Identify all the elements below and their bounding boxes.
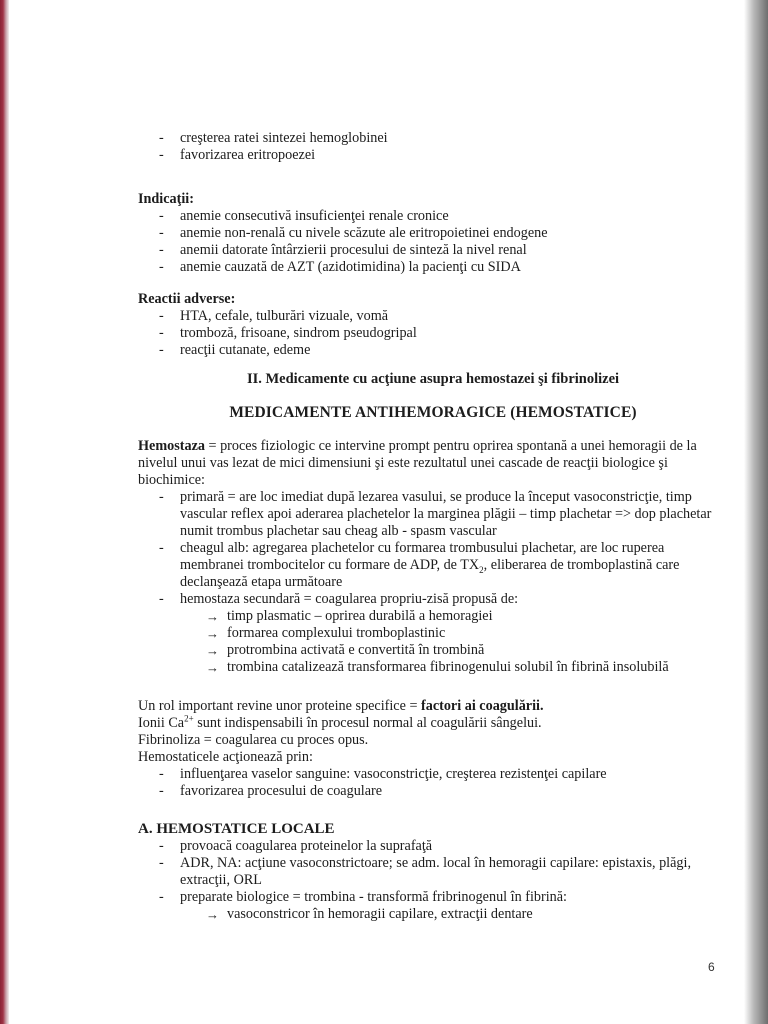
coagulare-factori: factori ai coagulării. — [421, 698, 544, 714]
coagulare-line-1 — [138, 698, 718, 715]
list-item: - provoacă coagularea proteinelor la suprafaţă — [138, 838, 718, 855]
reactii-heading: Reactii adverse: — [138, 291, 236, 307]
arrow-item: → trombina catalizează transformarea fibrinogenului solubil în fibrină insolubilă — [138, 659, 718, 676]
arrow-item: → vasoconstricor în hemoragii capilare, extracţii dentare — [138, 906, 718, 923]
list-item: - preparate biologice = trombina - transformă fribrinogenul în fibrină: — [138, 889, 718, 906]
hemostaza-list — [138, 489, 718, 676]
indicatii-list — [138, 208, 718, 276]
list-item: - influenţarea vaselor sanguine: vasoconstricţie, creşterea rezistenţei capilare — [138, 766, 718, 783]
page-number: 6 — [708, 960, 715, 974]
list-item: - hemostaza secundară = coagularea propriu-zisă propusă de: — [138, 591, 718, 608]
coagulare-line-4: Hemostaticele acţionează prin: — [138, 749, 313, 765]
list-item: - anemie non-renală cu nivele scăzute ale eritropoietinei endogene — [138, 225, 718, 242]
indicatii-heading: Indicaţii: — [138, 191, 194, 207]
reactii-list — [138, 308, 718, 359]
coagulare-line-3: Fibrinoliza = coagularea cu proces opus. — [138, 732, 369, 748]
list-item: - anemie consecutivă insuficienţei renale cronice — [138, 208, 718, 225]
list-item: - favorizarea procesului de coagulare — [138, 783, 718, 800]
section-a-title: A. HEMOSTATICE LOCALE — [138, 821, 335, 837]
cheag-text: cheagul alb: agregarea plachetelor cu formarea trombusului plachetar, are loc ruperea membranei trombocitelor cu formare de ADP, de $TX_2$, eliberarea de tromboplastină care declanşează etapa următoare — [180, 540, 680, 590]
section-title: II. Medicamente cu acţiune asupra hemostazei şi fibrinolizei — [246, 371, 620, 387]
list-item: - primară = are loc imediat după lezarea vasului, se produce la început vasoconstricţie, timp vascular reflex apoi aderarea plachetelor la marginea plăgii – timp plachetar => dop plachetar numit trombus plachetar sau cheag alb - spasm vascular — [138, 489, 718, 540]
intro-list — [138, 130, 718, 164]
arrow-item: → formarea complexului tromboplastinic — [138, 625, 718, 642]
list-item: - reacţii cutanate, edeme — [138, 342, 718, 359]
list-item: - tromboză, frisoane, sindrom pseudogripal — [138, 325, 718, 342]
coagulare-text: Un rol important revine unor proteine specifice = — [138, 698, 421, 714]
list-item: - ADR, NA: acţiune vasoconstrictoare; se adm. local în hemoragii capilare: epistaxis, plăgi, extracţii, ORL — [138, 855, 718, 889]
list-item: - creşterea ratei sintezei hemoglobinei — [138, 130, 718, 147]
list-item: - HTA, cefale, tulburări vizuale, vomă — [138, 308, 718, 325]
ioni-superscript: 2+ — [184, 713, 194, 724]
page-left-edge — [0, 0, 9, 1024]
document-page — [138, 130, 718, 923]
arrow-item: → protrombina activată e convertită în trombină — [138, 642, 718, 659]
ioni-text-rest: sunt indispensabili în procesul normal al coagulării sângelui. — [193, 715, 542, 731]
list-item: - anemie cauzată de AZT (azidotimidina) la pacienţi cu SIDA — [138, 259, 718, 276]
section-subtitle: MEDICAMENTE ANTIHEMORAGICE (HEMOSTATICE) — [229, 404, 637, 421]
list-item — [138, 540, 718, 591]
hemostaza-term: Hemostaza — [138, 438, 205, 454]
coagulare-list — [138, 766, 718, 800]
hemostaza-definition — [138, 438, 718, 489]
page-right-shadow — [744, 0, 768, 1024]
list-item: - favorizarea eritropoezei — [138, 147, 718, 164]
ioni-text: Ionii Ca — [138, 715, 185, 731]
hemostaza-definition-text: = proces fiziologic ce intervine prompt pentru oprirea spontană a unei hemoragii de la nivelul unui vas lezat de mici dimensiuni şi este rezultatul unei cascade de reacţii biologice şi biochimice: — [138, 438, 697, 488]
arrow-item: → timp plasmatic – oprirea durabilă a hemoragiei — [138, 608, 718, 625]
coagulare-line-2 — [138, 715, 718, 732]
section-a-list — [138, 838, 718, 923]
list-item: - anemii datorate întârzierii procesului de sinteză la nivel renal — [138, 242, 718, 259]
